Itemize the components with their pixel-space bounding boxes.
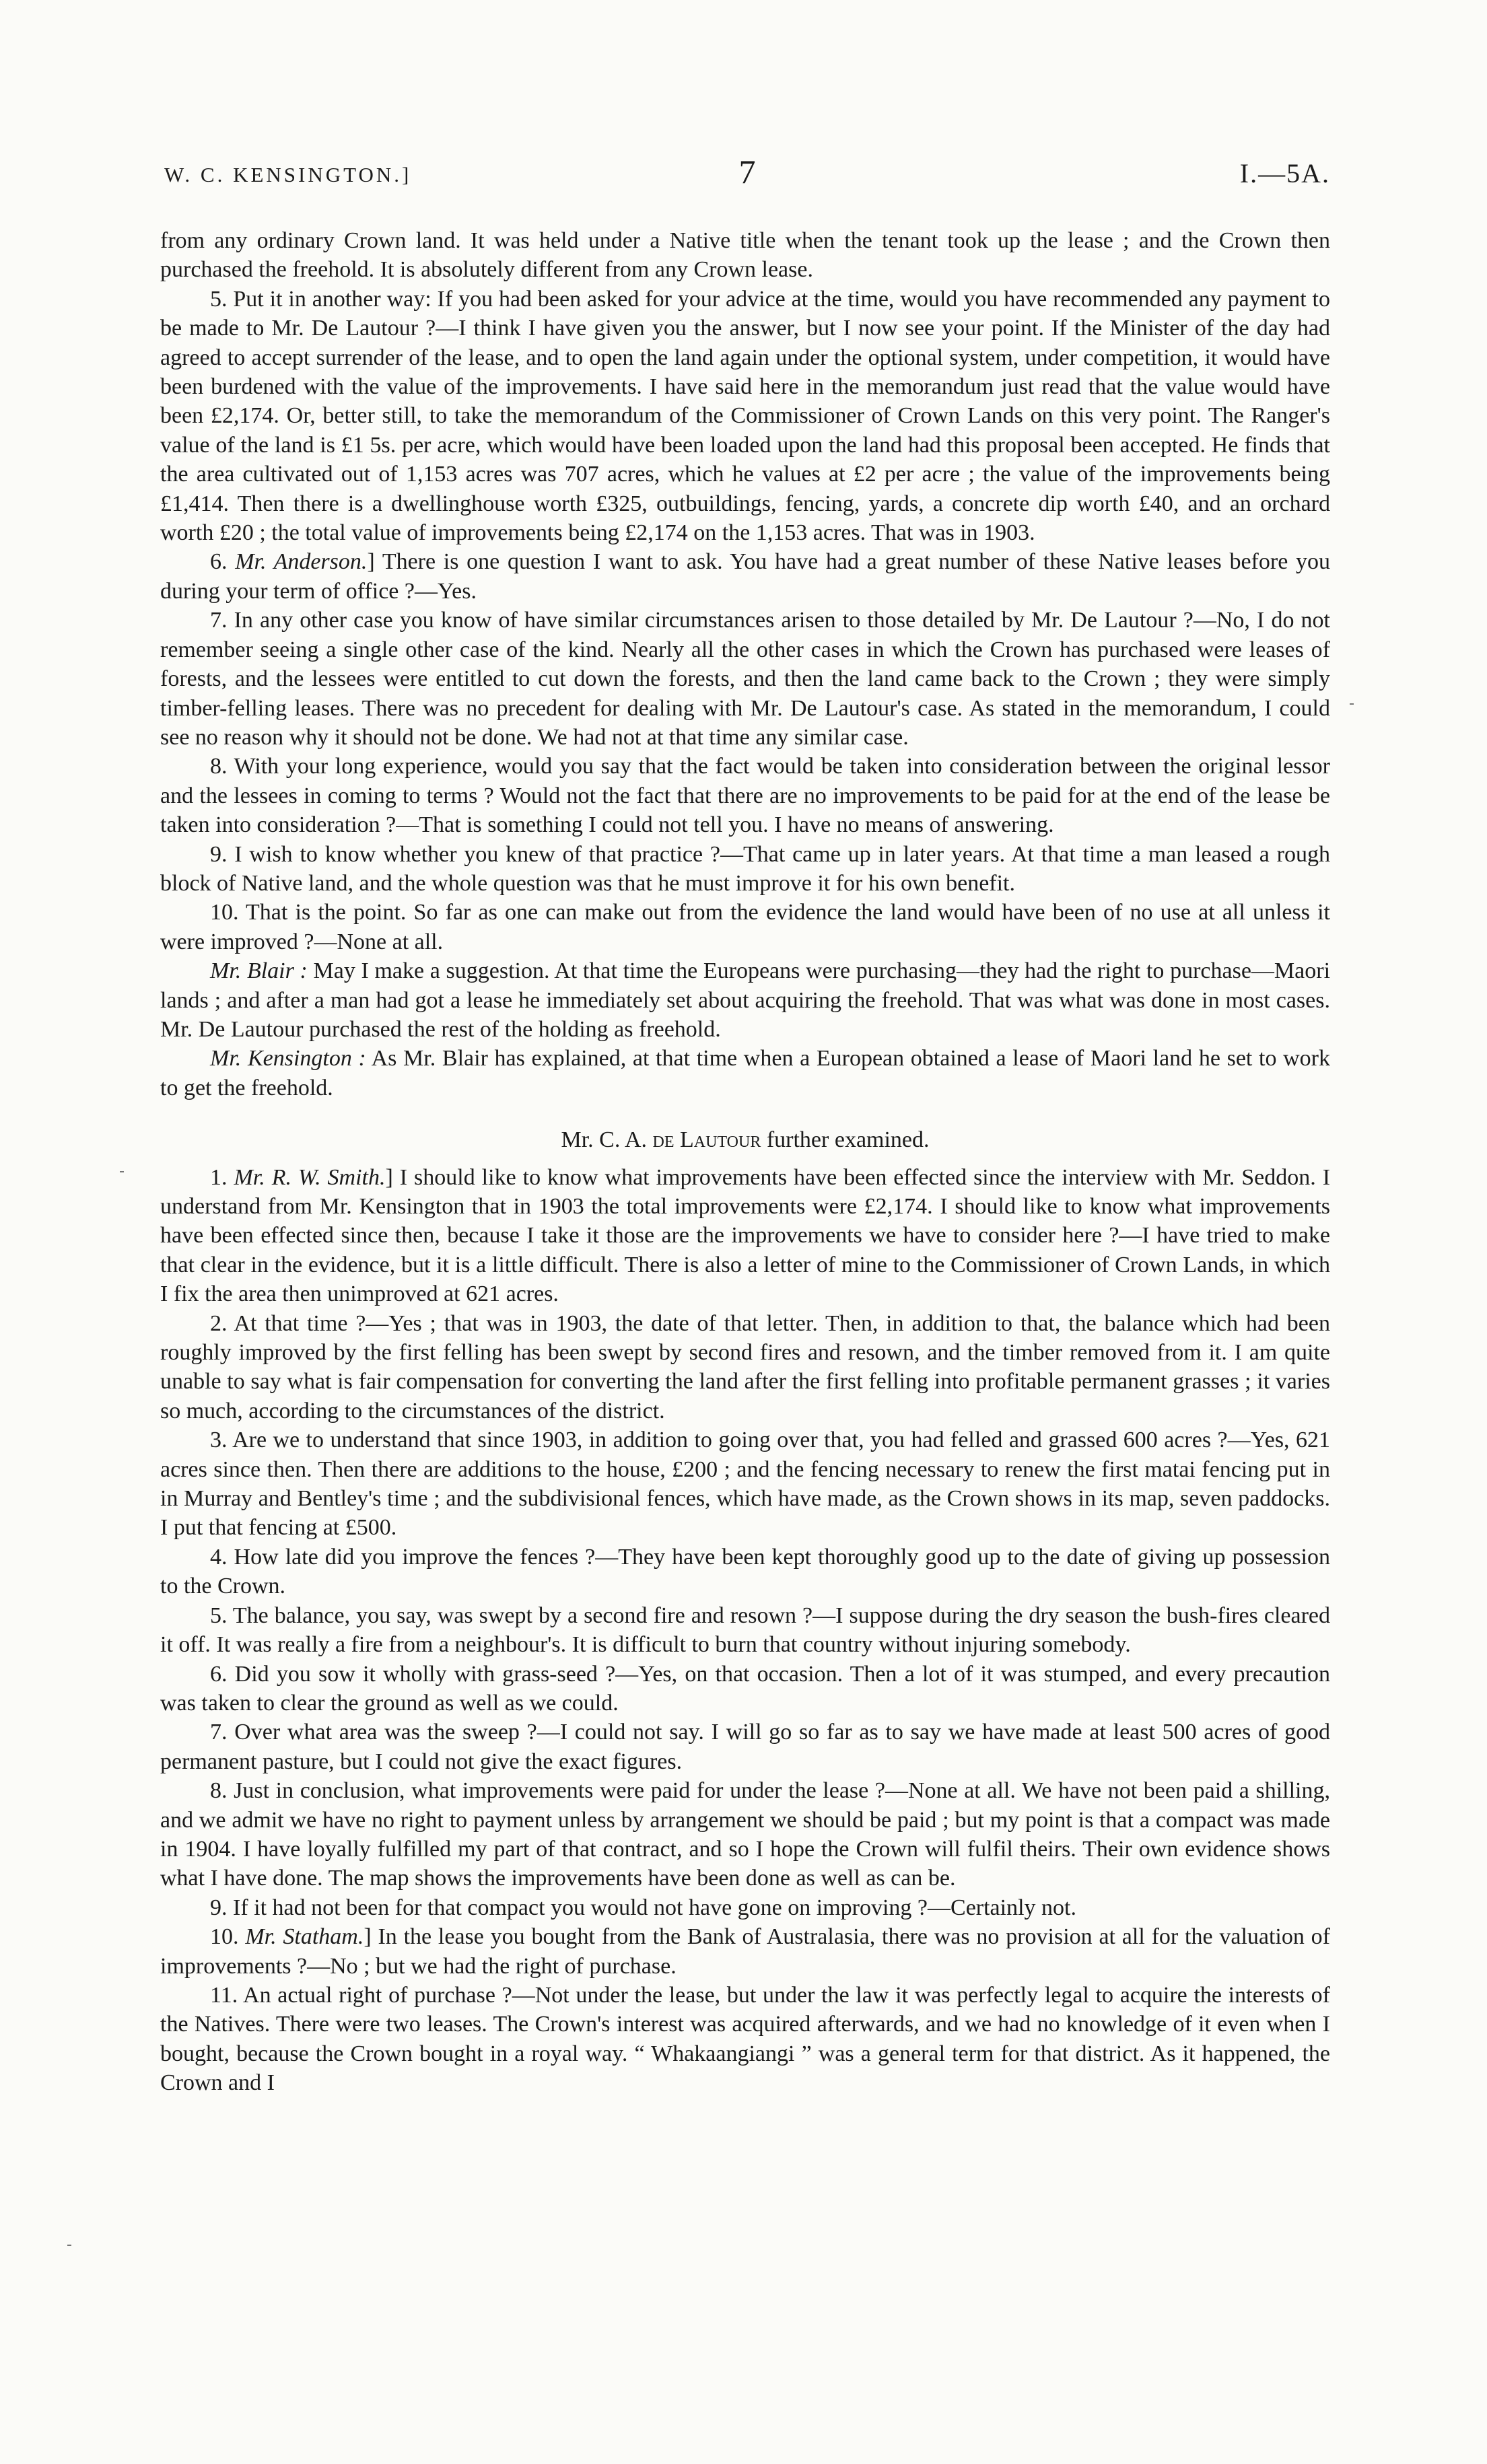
text-run: 6. Did you sow it wholly with grass-seed ?—Yes, on that occasion. Then a lot of it was stumped, and every precaution was taken to clear the ground as well as we could. <box>160 1661 1330 1716</box>
speaker-name: Mr. Anderson. <box>235 549 368 575</box>
speaker-name: Mr. R. W. Smith. <box>234 1164 386 1190</box>
paragraph <box>160 1981 1330 2098</box>
running-head <box>164 153 1330 197</box>
text-run: ] I should like to know what improvements have been effected since the interview with Mr. Seddon. I understand from Mr. Kensington that in 1903 the total improvements were £2,174. I should like to know what improvements have been effected since then, because I take it those are the improvements we have to consider here ?—I have tried to make that clear in the evidence, but it is a little difficult. There is also a letter of mine to the Commissioner of Crown Lands, in which I fix the area then unimproved at 621 acres. <box>160 1164 1331 1307</box>
text-run: 1. <box>210 1164 234 1190</box>
paragraph <box>160 547 1330 606</box>
section-heading <box>160 1125 1330 1154</box>
margin-mark <box>1350 703 1354 705</box>
witness-surname: de Lautour <box>652 1127 761 1153</box>
text-run: ] In the lease you bought from the Bank of Australasia, there was no provision at all for the valuation of improvements ?—No ; but we had the right of purchase. <box>160 1924 1330 1979</box>
text-run: 7. In any other case you know of have similar circumstances arisen to those detailed by Mr. De Lautour ?—No, I do not remember seeing a single other case of the kind. Nearly all the other cases in which the Crown has purchased were leases of forests, and the lessees were entitled to cut down the forests, and then the land came back to the Crown ; they were simply timber-felling leases. There was no precedent for dealing with Mr. De Lautour's case. As stated in the memorandum, I could see no reason why it should not be done. We had not at that time any similar case. <box>160 608 1330 750</box>
paragraph <box>160 1044 1330 1102</box>
speaker-name: Mr. Kensington : <box>210 1046 366 1071</box>
paragraph <box>160 1163 1330 1309</box>
paragraph <box>160 1425 1330 1543</box>
document-reference: I.—5A. <box>1239 158 1330 188</box>
paragraph <box>160 1660 1330 1718</box>
paragraph <box>160 1543 1330 1601</box>
text-run: May I make a suggestion. At that time the Europeans were purchasing—they had the right to purchase—Maori lands ; and after a man had got a lease he immediately set about acquiring the freehold. That was what was done in most cases. Mr. De Lautour purchased the rest of the holding as freehold. <box>160 958 1331 1042</box>
text-run: 5. Put it in another way: If you had been asked for your advice at the time, would you have recommended any payment to be made to Mr. De Lautour ?—I think I have given you the answer, but I now see your point. If the Minister of the day had agreed to accept surrender of the lease, and to open the land again under the optional system, under competition, it would have been burdened with the value of the improvements. I have said here in the memorandum just read that the value would have been £2,174. Or, better still, to take the memorandum of the Commissioner of Crown Lands on this very point. The Ranger's value of the land is £1 5s. per acre, which would have been loaded upon the land had this proposal been accepted. He finds that the area cultivated out of 1,153 acres was 707 acres, which he values at £2 per acre ; the value of the improvements being £1,414. Then there is a dwellinghouse worth £325, outbuildings, fencing, yards, a concrete dip worth £40, and an orchard worth £20 ; the total value of improvements being £2,174 on the 1,153 acres. That was in 1903. <box>160 286 1330 546</box>
paragraph <box>160 898 1330 956</box>
text-run: further examined. <box>761 1127 930 1153</box>
text-run: 11. An actual right of purchase ?—Not under the lease, but under the law it was perfectly legal to acquire the interests of the Natives. There were two leases. The Crown's interest was acquired afterwards, and we had no knowledge of it even when I bought, because the Crown bought in a royal way. “ Whakaangiangi ” was a general term for that district. As it happened, the Crown and I <box>160 1982 1330 2096</box>
text-run: 6. <box>210 549 236 575</box>
text-run: 9. If it had not been for that compact you would not have gone on improving ?—Certainly not. <box>210 1895 1076 1920</box>
paragraph <box>160 956 1330 1044</box>
text-run: 4. How late did you improve the fences ?—They have been kept thoroughly good up to the date of giving up possession to the Crown. <box>160 1544 1330 1599</box>
text-run: from any ordinary Crown land. It was held under a Native title when the tenant took up the lease ; and the Crown then purchased the freehold. It is absolutely different from any Crown lease. <box>160 228 1330 283</box>
body-text <box>160 226 1330 2098</box>
text-run: 7. Over what area was the sweep ?—I could not say. I will go so far as to say we have made at least 500 acres of good permanent pasture, but I could not give the exact figures. <box>160 1720 1330 1774</box>
text-run: 9. I wish to know whether you knew of that practice ?—That came up in later years. At that time a man leased a rough block of Native land, and the whole question was that he must improve it for his own benefit. <box>160 841 1330 896</box>
paragraph <box>160 285 1330 548</box>
paragraph <box>160 606 1330 752</box>
paragraph <box>160 1718 1330 1776</box>
paragraph <box>160 1601 1330 1660</box>
paragraph <box>160 1776 1330 1893</box>
margin-mark <box>67 2245 71 2246</box>
speaker-name: Mr. Statham. <box>245 1924 364 1950</box>
paragraph <box>160 1893 1330 1922</box>
text-run: 8. Just in conclusion, what improvements were paid for under the lease ?—None at all. We have not been paid a shilling, and we admit we have no right to payment unless by arrangement we should be paid ; but my point is that a compact was made in 1904. I have loyally fulfilled my part of that contract, and so I hope the Crown will fulfil theirs. Their own evidence shows what I have done. The map shows the improvements have been done as well as can be. <box>160 1778 1330 1891</box>
paragraph <box>160 752 1330 839</box>
text-run: ] There is one question I want to ask. You have had a great number of these Native leases before you during your term of office ?—Yes. <box>160 549 1330 604</box>
paragraph <box>160 1309 1330 1426</box>
paragraph <box>160 840 1330 899</box>
paragraph <box>160 1922 1330 1981</box>
header-witness-name: W. C. KENSINGTON.] <box>164 163 412 186</box>
paragraph <box>160 226 1330 285</box>
margin-mark <box>120 1171 124 1172</box>
speaker-name: Mr. Blair : <box>210 958 308 984</box>
text-run: 3. Are we to understand that since 1903, in addition to going over that, you had felled and grassed 600 acres ?—Yes, 621 acres since then. Then there are additions to the house, £200 ; and the fencing necessary to renew the first matai fencing put in in Murray and Bentley's time ; and the subdivisional fences, which have made, as the Crown shows in its map, seven paddocks. I put that fencing at £500. <box>160 1428 1330 1541</box>
text-run: 2. At that time ?—Yes ; that was in 1903, the date of that letter. Then, in addition to that, the balance which had been roughly improved by the first felling has been swept by second fires and resown, and the timber removed from it. I am quite unable to say what is fair compensation for converting the land after the first felling into profitable permanent grasses ; it varies so much, according to the circumstances of the district. <box>160 1310 1330 1423</box>
text-run: 8. With your long experience, would you say that the fact would be taken into consideration between the original lessor and the lessees in coming to terms ? Would not the fact that there are no improvements to be paid for at the end of the lease be taken into consideration ?—That is something I could not tell you. I have no means of answering. <box>160 754 1330 838</box>
page-number: 7 <box>738 153 756 190</box>
text-run: 10. <box>210 1924 246 1950</box>
text-run: 5. The balance, you say, was swept by a second fire and resown ?—I suppose during the dry season the bush-fires cleared it off. It was really a fire from a neighbour's. It is difficult to burn that country without injuring somebody. <box>160 1603 1330 1658</box>
text-run: 10. That is the point. So far as one can make out from the evidence the land would have been of no use at all unless it were improved ?—None at all. <box>160 900 1330 954</box>
text-run: As Mr. Blair has explained, at that time when a European obtained a lease of Maori land he set to work to get the freehold. <box>160 1046 1331 1100</box>
text-run: Mr. C. A. <box>561 1127 653 1153</box>
